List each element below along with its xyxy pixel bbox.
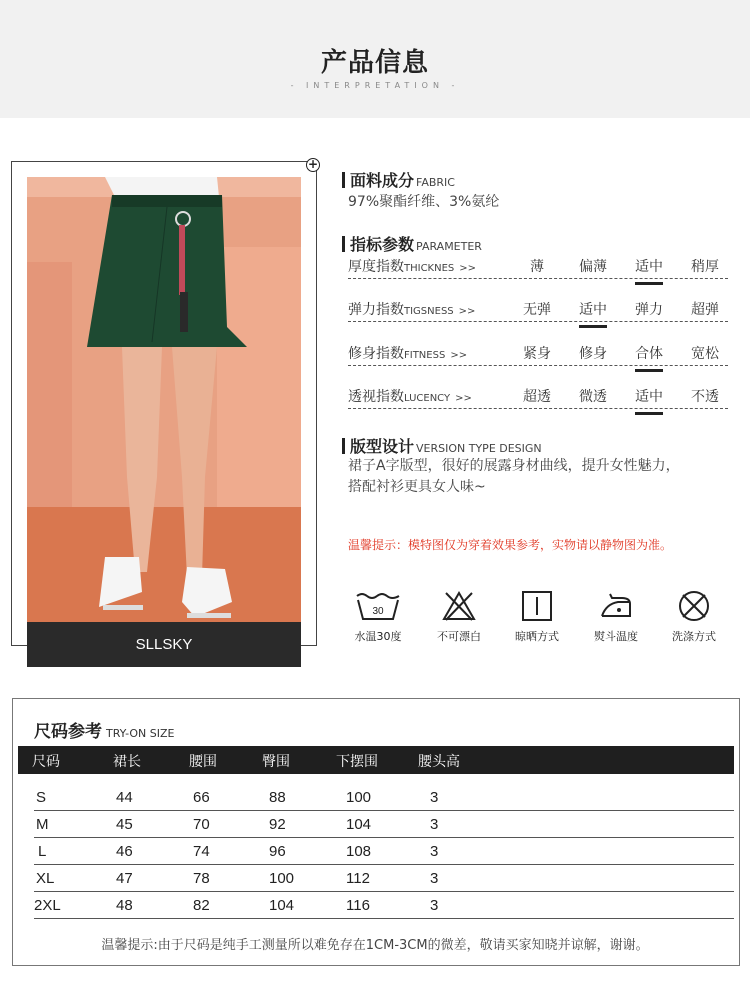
table-cell: L [38, 843, 47, 860]
table-row [34, 838, 734, 865]
table-cell: 70 [193, 816, 210, 833]
table-cell: 45 [116, 816, 133, 833]
care-dry [502, 590, 572, 644]
page-title: 产品信息 [320, 48, 429, 78]
table-cell: 104 [269, 897, 295, 914]
table-cell: 92 [269, 816, 286, 833]
param-label: 弹力指数TIGSNESS >> [348, 302, 476, 318]
care-bleach [424, 590, 494, 644]
table-cell: 3 [430, 789, 439, 806]
model-photo [27, 177, 301, 623]
parameter-title-en: PARAMETER [416, 240, 482, 253]
table-cell: 88 [269, 789, 286, 806]
care-wash [343, 590, 413, 644]
table-cell: S [36, 789, 47, 806]
param-option-selected: 合体 [626, 343, 672, 363]
param-option-selected: 适中 [626, 256, 672, 276]
table-cell: 78 [193, 870, 210, 887]
table-cell: 44 [116, 789, 133, 806]
description-line: 裙子A字版型，很好的展露身材曲线，提升女性魅力， [348, 458, 680, 474]
param-option: 宽松 [691, 346, 719, 362]
version-title: 版型设计 [350, 437, 415, 456]
care-label: 不可漂白 [437, 630, 481, 643]
table-cell: 46 [116, 843, 133, 860]
param-label: 厚度指数THICKNES >> [348, 259, 477, 275]
care-label: 晾晒方式 [515, 630, 559, 643]
table-cell: 48 [116, 897, 133, 914]
param-option: 弹力 [635, 302, 663, 318]
model-notice: 温馨提示：模特图仅为穿着效果参考，实物请以静物图为准。 [348, 538, 673, 552]
size-table-header [18, 746, 734, 774]
line-dry-icon [521, 590, 553, 622]
param-option: 修身 [579, 346, 607, 362]
fabric-section-title [342, 168, 455, 191]
table-cell: 66 [193, 789, 210, 806]
param-option-selected: 适中 [570, 299, 616, 319]
table-cell: 116 [346, 897, 370, 914]
no-bleach-icon [441, 590, 477, 622]
table-cell: 3 [430, 843, 439, 860]
care-label: 熨斗温度 [594, 630, 638, 643]
parameter-title: 指标参数 [350, 235, 415, 254]
param-label: 透视指数LUCENCY >> [348, 389, 472, 405]
table-cell: 96 [269, 843, 286, 860]
table-cell: 3 [430, 816, 439, 833]
version-description [348, 456, 728, 498]
fabric-title-en: FABRIC [416, 176, 455, 189]
care-washing [659, 590, 729, 644]
table-cell: 2XL [34, 897, 61, 914]
column-header: 腰围 [189, 754, 217, 770]
title-bar [342, 236, 345, 252]
column-header: 臀围 [262, 754, 290, 770]
fabric-title: 面料成分 [350, 171, 415, 190]
table-row [34, 784, 734, 811]
plus-icon: + [307, 157, 319, 171]
table-cell: 100 [269, 870, 295, 887]
param-option: 稍厚 [691, 259, 719, 275]
param-option-selected: 适中 [626, 386, 672, 406]
column-header: 裙长 [113, 754, 141, 770]
brand-label: SLLSKY [27, 622, 301, 667]
param-option: 微透 [579, 389, 607, 405]
table-cell: 82 [193, 897, 210, 914]
iron-icon [598, 590, 634, 622]
care-label: 洗涤方式 [672, 630, 716, 643]
param-option: 紧身 [523, 346, 551, 362]
svg-text:30: 30 [372, 606, 384, 617]
table-cell: 3 [430, 870, 439, 887]
param-option: 不透 [691, 389, 719, 405]
column-header: 下摆围 [336, 754, 378, 770]
column-header: 尺码 [32, 754, 60, 770]
param-row-thickness [348, 254, 728, 279]
care-label: 水温30度 [354, 630, 402, 643]
care-iron [581, 590, 651, 644]
table-row [34, 892, 734, 919]
param-row-lucency [348, 384, 728, 409]
parameter-section-title [342, 232, 482, 255]
param-option: 超透 [523, 389, 551, 405]
title-bar [342, 438, 345, 454]
column-header: 腰头高 [418, 754, 460, 770]
description-line: 搭配衬衫更具女人味~ [348, 479, 486, 495]
page-subtitle: - INTERPRETATION - [290, 81, 460, 90]
size-note: 温馨提示:由于尺码是纯手工测量所以难免存在1CM-3CM的微差，敬请买家知晓并谅解，谢谢。 [101, 938, 649, 953]
param-option: 超弹 [691, 302, 719, 318]
table-cell: 100 [346, 789, 372, 806]
fabric-value: 97%聚酯纤维、3%氨纶 [348, 194, 500, 210]
size-table-title: 尺码参考 TRY-ON SIZE [34, 722, 175, 742]
table-cell: 112 [346, 870, 370, 887]
param-option: 薄 [530, 259, 544, 275]
no-dryclean-icon [677, 590, 711, 622]
param-option: 偏薄 [579, 259, 607, 275]
version-section-title [342, 434, 542, 457]
param-row-fitness [348, 341, 728, 366]
title-bar [342, 172, 345, 188]
table-cell: 108 [346, 843, 372, 860]
table-cell: M [36, 816, 49, 833]
param-label: 修身指数FITNESS >> [348, 346, 468, 362]
table-row [34, 811, 734, 838]
table-cell: XL [36, 870, 55, 887]
table-cell: 3 [430, 897, 439, 914]
table-cell: 104 [346, 816, 372, 833]
param-option: 无弹 [523, 302, 551, 318]
table-cell: 47 [116, 870, 133, 887]
version-title-en: VERSION TYPE DESIGN [416, 442, 542, 455]
param-row-elasticity [348, 297, 728, 322]
table-row [34, 865, 734, 892]
table-cell: 74 [193, 843, 210, 860]
header-banner [0, 0, 750, 118]
wash-30-icon [354, 590, 402, 622]
